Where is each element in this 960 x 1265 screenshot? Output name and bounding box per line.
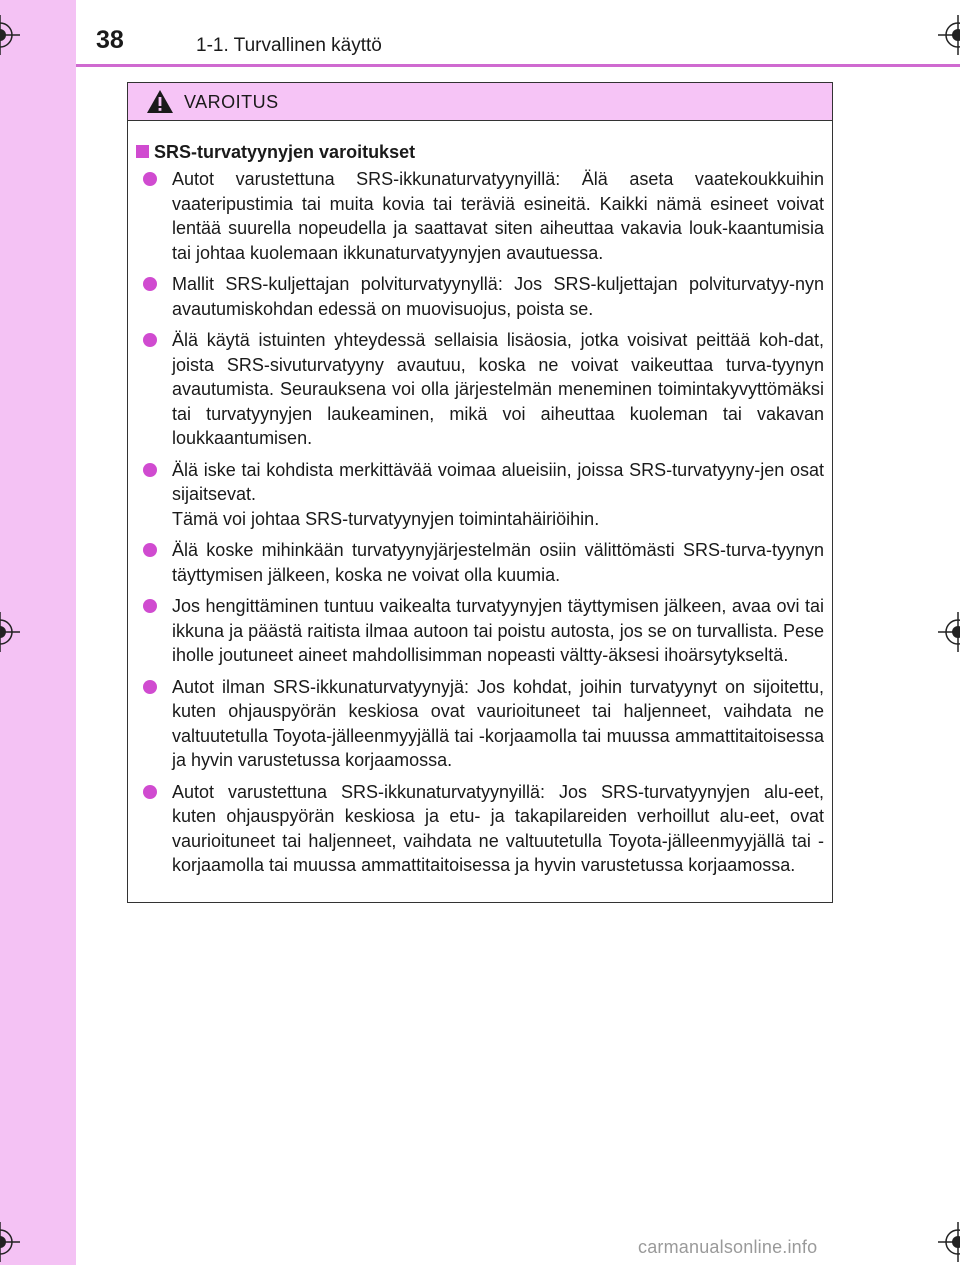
list-item xyxy=(136,167,824,265)
subsection-title-text: SRS-turvatyynyjen varoitukset xyxy=(154,142,416,162)
warning-triangle-icon xyxy=(146,89,174,119)
section-title: 1-1. Turvallinen käyttö xyxy=(196,35,382,56)
bullet-dot-icon xyxy=(143,333,157,347)
list-item xyxy=(136,458,824,532)
bullet-dot-icon xyxy=(143,463,157,477)
list-item xyxy=(136,272,824,321)
bullet-dot-icon xyxy=(143,785,157,799)
list-item-text: Autot ilman SRS-ikkunaturvatyynyjä: Jos kohdat, joihin turvatyynyt on sijoitettu, kuten ohjauspyörän keskiosa ovat vaurioituneet tai haljenneet, vaihdata ne valtuutetulla Toyota-jälleenmyyjällä tai -korjaamolla tai muussa ammattitaitoisessa ja hyvin varustetussa korjaamossa. xyxy=(172,676,824,770)
registration-mark-icon xyxy=(938,612,960,652)
page-number: 38 xyxy=(96,26,124,54)
bullet-dot-icon xyxy=(143,277,157,291)
registration-mark-icon xyxy=(938,1222,960,1262)
registration-mark-icon xyxy=(0,612,20,652)
list-item-text: Autot varustettuna SRS-ikkunaturvatyynyillä: Älä aseta vaatekoukkuihin vaateripustimia tai muita kovia tai teräviä esineitä. Kaikki nämä esineet voivat lentää suurella nopeudella ja saattavat siten aiheuttaa vakavia louk-kaantumisia tai johtaa kuolemaan ikkunaturvatyynyjen avautuessa. xyxy=(172,169,824,263)
warning-body xyxy=(128,121,832,878)
list-item-text: Jos hengittäminen tuntuu vaikealta turvatyynyjen täyttymisen jälkeen, avaa ovi tai ikkuna ja päästä raitista ilmaa autoon tai poistu autosta, jos se on turvallista. Pese iholle joutuneet aineet mahdollisimman nopeasti vältty-äksesi ihoärsytykseltä. xyxy=(172,596,824,665)
warning-header xyxy=(128,83,832,121)
list-item xyxy=(136,538,824,587)
header-divider xyxy=(76,64,960,67)
registration-mark-icon xyxy=(0,1222,20,1262)
bullet-dot-icon xyxy=(143,543,157,557)
list-item xyxy=(136,328,824,451)
bullet-dot-icon xyxy=(143,680,157,694)
warning-box xyxy=(127,82,833,903)
list-item-text: Älä käytä istuinten yhteydessä sellaisia lisäosia, jotka voisivat peittää koh-dat, joista SRS-sivuturvatyyny avautuu, koska ne voivat vaikeuttaa turva-tyynyn avautumista. Seurauksena voi olla järjestelmän meneminen toimintakyvyttömäksi tai turvatyynyjen laukeaminen, mikä voi aiheuttaa kuoleman tai vakavan loukkaantumisen. xyxy=(172,330,824,448)
list-item-text: Autot varustettuna SRS-ikkunaturvatyynyillä: Jos SRS-turvatyynyjen alu-eet, kuten ohjauspyörän keskiosa ja etu- ja takapilareiden verhoillut alu-eet, ovat vaurioituneet tai haljenneet, vaihdata ne valtuutetulla Toyota-jälleenmyyjällä tai -korjaamolla tai muussa ammattitaitoisessa ja hyvin varustetussa korjaamossa. xyxy=(172,781,824,875)
registration-mark-icon xyxy=(938,15,960,55)
list-item xyxy=(136,594,824,668)
list-item xyxy=(136,780,824,878)
footer-watermark: carmanualsonline.info xyxy=(638,1237,818,1257)
square-bullet-icon xyxy=(136,145,149,158)
list-item xyxy=(136,675,824,773)
list-item-text: Älä iske tai kohdista merkittävää voimaa alueisiin, joissa SRS-turvatyyny-jen osat sijaitsevat. Tämä voi johtaa SRS-turvatyynyjen toimintahäiriöihin. xyxy=(172,459,824,529)
bullet-dot-icon xyxy=(143,172,157,186)
list-item-text: Mallit SRS-kuljettajan polviturvatyynyllä: Jos SRS-kuljettajan polviturvatyy-nyn avautumiskohdan edessä on muovisuojus, poista se. xyxy=(172,274,824,319)
bullet-dot-icon xyxy=(143,599,157,613)
list-item-text: Älä koske mihinkään turvatyynyjärjestelmän osiin välittömästi SRS-turva-tyynyn täyttymisen jälkeen, koska ne voivat olla kuumia. xyxy=(172,540,824,585)
registration-mark-icon xyxy=(0,15,20,55)
subsection-title xyxy=(136,140,824,164)
warning-label: VAROITUS xyxy=(184,92,279,112)
